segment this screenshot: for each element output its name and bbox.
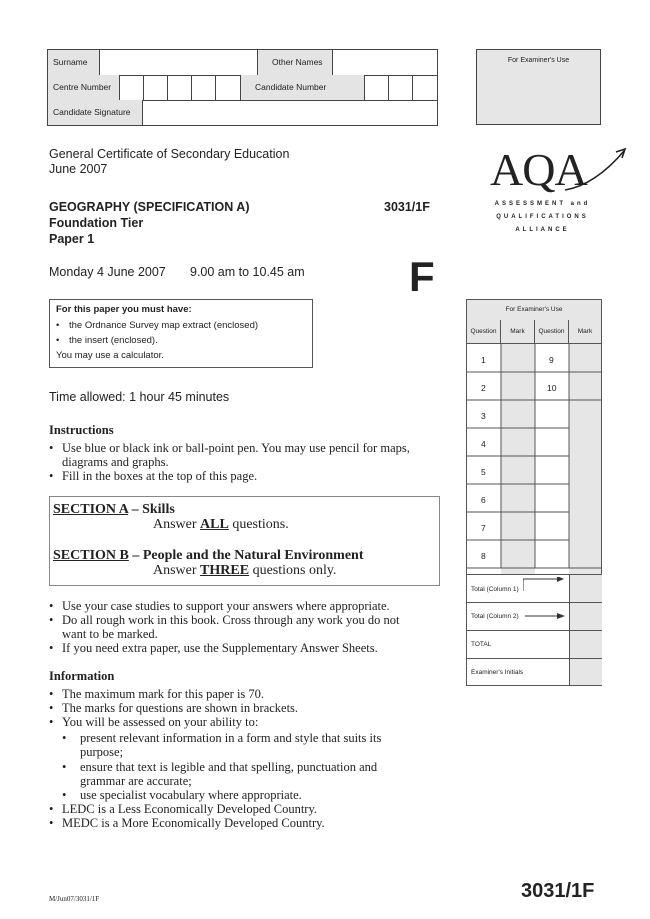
- question-number: 1: [481, 355, 486, 365]
- col-question-header: Question: [535, 320, 569, 344]
- candidate-number-digit[interactable]: [413, 75, 437, 100]
- candidate-number-digit[interactable]: [389, 75, 413, 100]
- answer-text: Answer: [153, 563, 201, 578]
- bullet: •: [49, 599, 54, 613]
- information-subitem: grammar are accurate;: [80, 774, 192, 788]
- bullet: •: [49, 641, 54, 655]
- answer-text: questions only.: [249, 563, 337, 578]
- information-subitem: ensure that text is legible and that spelling, punctuation and: [80, 760, 378, 774]
- subject-title: GEOGRAPHY (SPECIFICATION A): [49, 200, 250, 214]
- candidate-number-label: Candidate Number: [241, 75, 365, 100]
- bullet: •: [49, 613, 54, 627]
- exam-session: June 2007: [49, 162, 108, 176]
- instructions-heading: Instructions: [49, 423, 114, 437]
- col-mark-header: Mark: [569, 320, 601, 344]
- marks-grid: [467, 344, 601, 574]
- total-column-2-label: Total (Column 2): [471, 613, 519, 620]
- total-box[interactable]: [569, 631, 602, 658]
- bullet: •: [49, 701, 54, 715]
- information-subitem: use specialist vocabulary where appropriate.: [80, 788, 302, 802]
- answer-text: Answer: [153, 517, 201, 532]
- total-column-2-row: [467, 602, 601, 630]
- instruction-item: diagrams and graphs.: [62, 455, 169, 469]
- instruction-item: If you need extra paper, use the Supplementary Answer Sheets.: [62, 641, 378, 655]
- centre-number-digit[interactable]: [192, 75, 216, 100]
- section-a-heading: [53, 502, 175, 518]
- question-number: 8: [481, 551, 486, 561]
- section-a-instruction: [153, 517, 289, 533]
- instruction-item: Use blue or black ink or ball-point pen. You may use pencil for maps,: [62, 441, 410, 455]
- tier-letter: F: [409, 253, 435, 300]
- must-have-bullet: •: [56, 320, 60, 331]
- logo-line-1: ASSESSMENT and: [494, 201, 591, 207]
- question-number: 5: [481, 467, 486, 477]
- question-number: 6: [481, 495, 486, 505]
- answer-emphasis: ALL: [200, 517, 229, 532]
- bullet: •: [49, 816, 54, 830]
- instruction-item: Do all rough work in this book. Cross through any work you do not: [62, 613, 400, 627]
- centre-number-digit[interactable]: [216, 75, 241, 100]
- other-names-label: Other Names: [258, 50, 333, 75]
- candidate-details-box: [47, 49, 438, 126]
- information-item: The maximum mark for this paper is 70.: [62, 687, 265, 701]
- paper-title: Paper 1: [49, 232, 95, 246]
- total-row: [467, 630, 601, 658]
- question-number: 9: [549, 355, 554, 365]
- sub-bullet: •: [62, 788, 67, 802]
- candidate-row-signature: [48, 100, 437, 125]
- information-item: You will be assessed on your ability to:: [62, 715, 259, 729]
- information-subitem: present relevant information in a form and style that suits its: [80, 731, 382, 745]
- candidate-number-digit[interactable]: [365, 75, 389, 100]
- col-mark-header: Mark: [501, 320, 535, 344]
- bullet: •: [49, 802, 54, 816]
- total-column-1-row: [467, 574, 601, 602]
- total-column-1-label: Total (Column 1): [471, 586, 519, 593]
- answer-text: questions.: [228, 517, 289, 532]
- paper-code: 3031/1F: [384, 200, 430, 214]
- total-label: TOTAL: [471, 641, 492, 648]
- qualification-title: General Certificate of Secondary Education: [49, 147, 290, 161]
- centre-number-digit[interactable]: [120, 75, 144, 100]
- question-number: 10: [547, 383, 557, 393]
- centre-number-digit[interactable]: [144, 75, 168, 100]
- section-b-instruction: [153, 563, 336, 579]
- section-a-title: – Skills: [128, 502, 175, 517]
- information-subitem: purpose;: [80, 745, 124, 759]
- arrow-icon: [525, 611, 569, 621]
- instruction-item: Fill in the boxes at the top of this page.: [62, 469, 258, 483]
- must-have-box: [49, 299, 313, 368]
- examiner-marks-table: [466, 299, 602, 686]
- information-heading: Information: [49, 669, 115, 683]
- question-number: 4: [481, 439, 486, 449]
- candidate-signature-field[interactable]: [143, 100, 437, 125]
- must-have-title: For this paper you must have:: [56, 304, 192, 315]
- candidate-row-names: [48, 50, 437, 76]
- instruction-item: Use your case studies to support your answers where appropriate.: [62, 599, 390, 613]
- section-b-label: SECTION B: [53, 548, 129, 563]
- arrow-icon: [523, 577, 569, 597]
- sections-box: [49, 496, 440, 586]
- centre-number-digit[interactable]: [168, 75, 192, 100]
- section-b-title: – People and the Natural Environment: [128, 548, 364, 563]
- examiner-initials-box[interactable]: [569, 659, 602, 685]
- must-have-note: You may use a calculator.: [56, 350, 164, 361]
- bullet: •: [49, 441, 54, 455]
- aqa-logo-letters: AQA: [490, 144, 587, 195]
- surname-label: Surname: [48, 50, 100, 75]
- must-have-bullet: •: [56, 335, 60, 346]
- examiner-use-label: For Examiner's Use: [507, 57, 570, 64]
- time-allowed: Time allowed: 1 hour 45 minutes: [49, 390, 230, 404]
- other-names-field[interactable]: [333, 50, 437, 75]
- bullet: •: [49, 469, 54, 483]
- question-number: 2: [481, 383, 486, 393]
- total-column-2-box[interactable]: [569, 603, 602, 630]
- sub-bullet: •: [62, 731, 67, 745]
- examiner-initials-row: [467, 658, 601, 685]
- logo-line-2: QUALIFICATIONS: [496, 214, 589, 220]
- footer-reference: M/Jun07/3031/1F: [49, 895, 100, 903]
- centre-number-label: Centre Number: [48, 75, 120, 100]
- aqa-logo: [490, 143, 630, 238]
- bullet: •: [49, 715, 54, 729]
- logo-swoosh-icon: [560, 145, 630, 195]
- instruction-item: want to be marked.: [62, 627, 158, 641]
- total-column-1-box[interactable]: [569, 575, 602, 602]
- information-item: LEDC is a Less Economically Developed Country.: [62, 802, 318, 816]
- col-question-header: Question: [467, 320, 501, 344]
- candidate-signature-label: Candidate Signature: [48, 100, 143, 125]
- section-b-heading: [53, 548, 364, 564]
- tier-title: Foundation Tier: [49, 216, 144, 230]
- logo-line-3: ALLIANCE: [515, 227, 570, 233]
- exam-date: Monday 4 June 2007: [49, 265, 166, 279]
- examiner-table-title: For Examiner's Use: [467, 300, 601, 321]
- question-number: 7: [481, 523, 486, 533]
- information-item: MEDC is a More Economically Developed Country.: [62, 816, 325, 830]
- question-number: 3: [481, 411, 486, 421]
- examiner-initials-label: Examiner's Initials: [471, 669, 524, 676]
- must-have-item: the insert (enclosed).: [69, 335, 158, 346]
- sub-bullet: •: [62, 760, 67, 774]
- examiner-use-box-top: [476, 49, 601, 125]
- answer-emphasis: THREE: [200, 563, 250, 578]
- surname-field[interactable]: [100, 50, 258, 75]
- candidate-row-numbers: [48, 75, 437, 101]
- bullet: •: [49, 687, 54, 701]
- footer-paper-code: 3031/1F: [521, 880, 595, 902]
- must-have-item: the Ordnance Survey map extract (enclosed): [69, 320, 259, 331]
- exam-time: 9.00 am to 10.45 am: [190, 265, 305, 279]
- section-a-label: SECTION A: [53, 502, 129, 517]
- information-item: The marks for questions are shown in brackets.: [62, 701, 299, 715]
